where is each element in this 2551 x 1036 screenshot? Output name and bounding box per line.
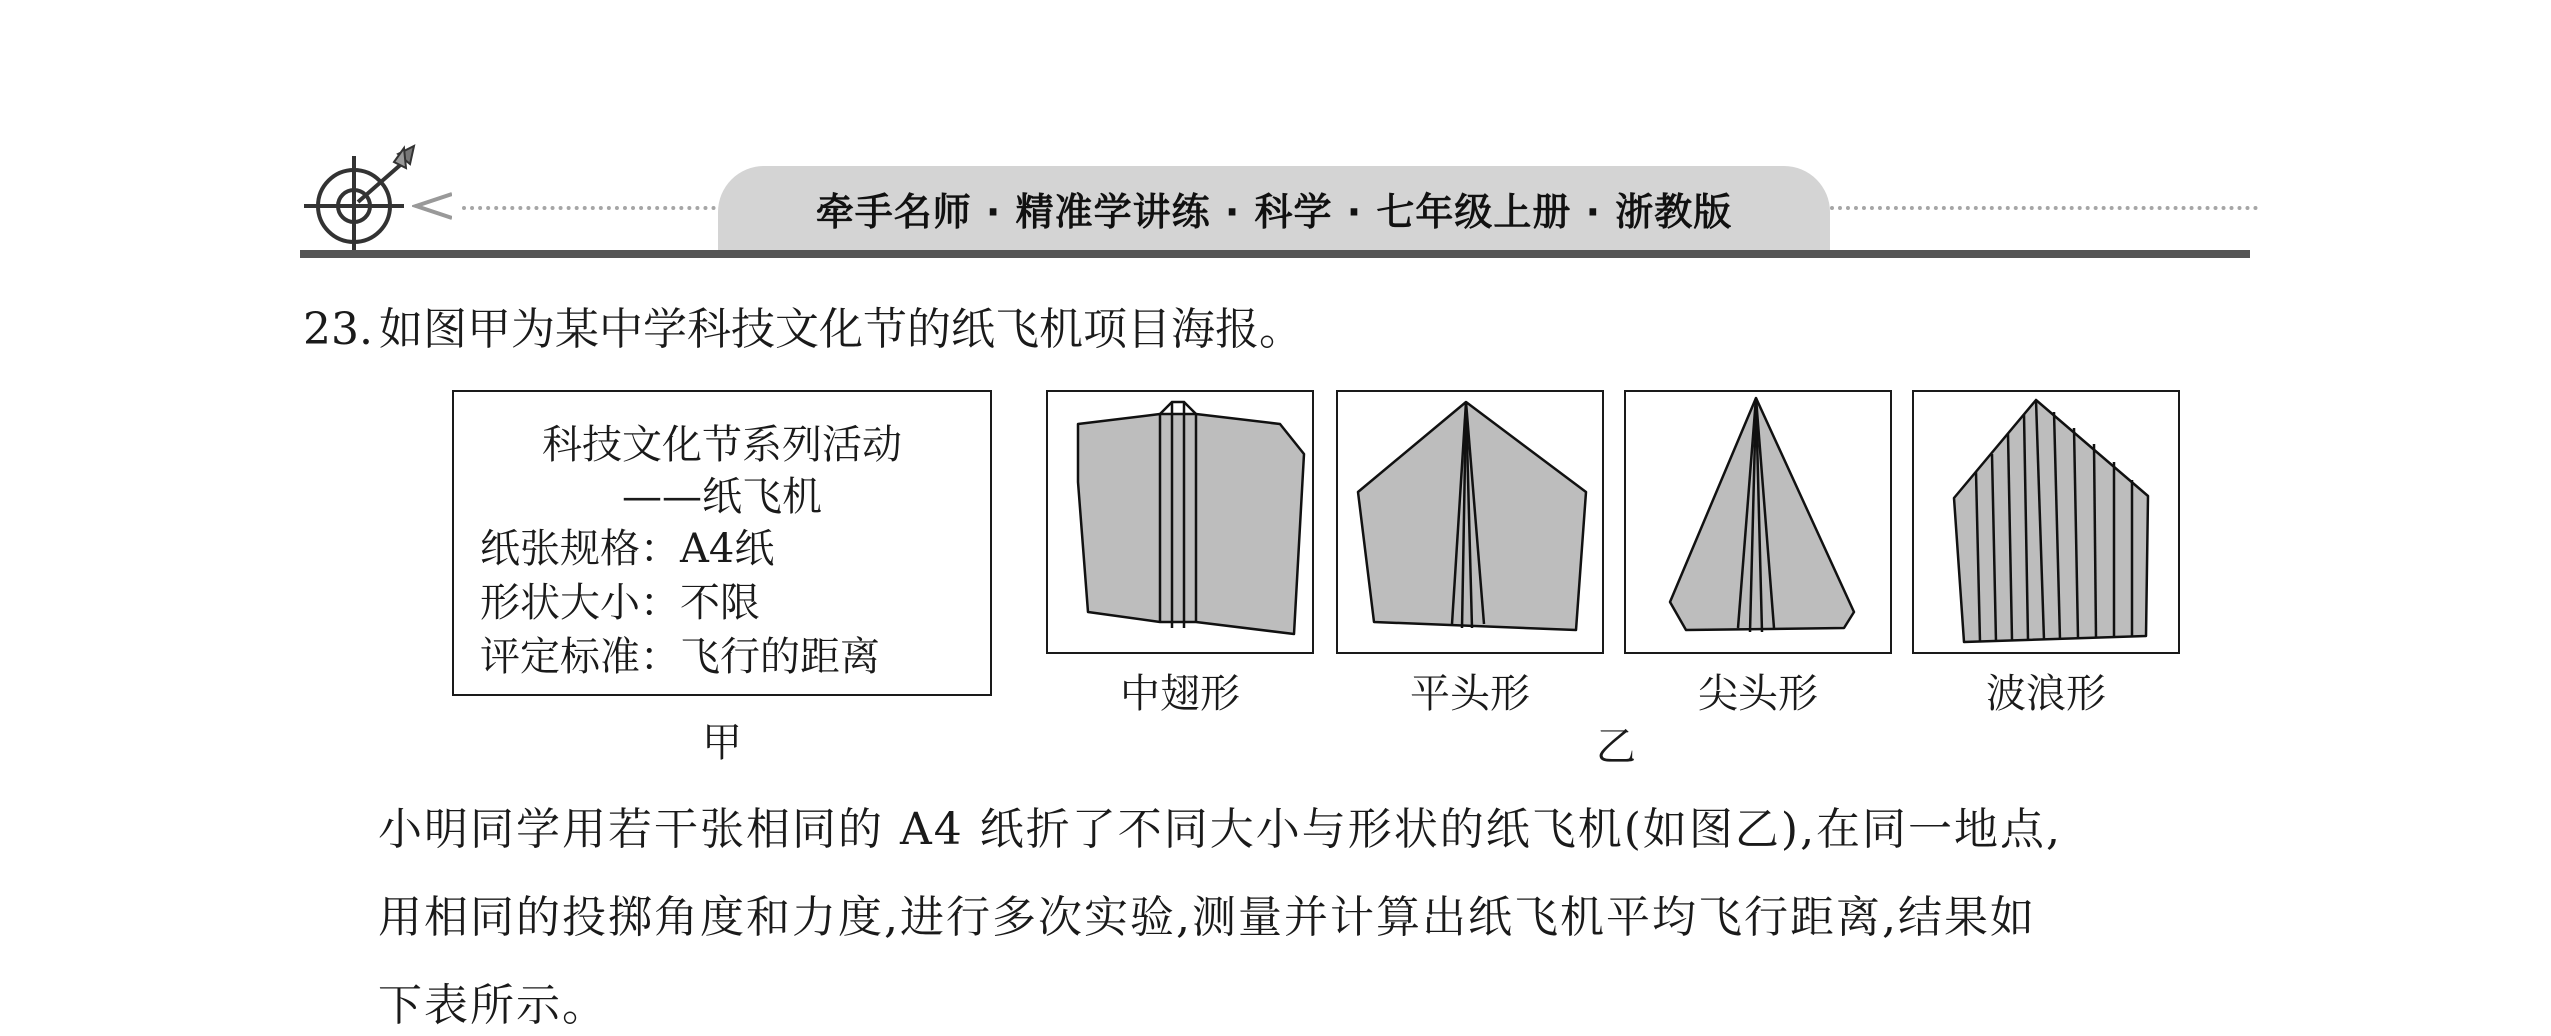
poster-box <box>452 390 992 696</box>
poster-criteria: 评定标准：飞行的距离 <box>480 634 880 680</box>
poster-paper-spec: 纸张规格：A4纸 <box>480 526 775 572</box>
question-stem <box>303 300 1303 360</box>
mid-wing-plane-icon <box>1048 392 1312 652</box>
paragraph-line-1: 小明同学用若干张相同的 A4 纸折了不同大小与形状的纸飞机(如图乙),在同一地点, <box>378 804 2063 855</box>
plane-label-flat-head: 平头形 <box>1410 671 1530 717</box>
pointed-head-plane-icon <box>1626 392 1890 652</box>
flat-head-plane-icon <box>1338 392 1602 652</box>
paragraph-line-2: 用相同的投掷角度和力度,进行多次实验,测量并计算出纸飞机平均飞行距离,结果如 <box>378 892 2036 943</box>
plane-panel-mid-wing <box>1046 390 1314 654</box>
paragraph-line-3: 下表所示。 <box>378 980 608 1031</box>
poster-subtitle: ——纸飞机 <box>622 474 822 520</box>
plane-label-mid-wing: 中翅形 <box>1120 671 1240 717</box>
question-text: 如图甲为某中学科技文化节的纸飞机项目海报。 <box>378 304 1303 355</box>
wave-plane-icon <box>1914 392 2178 652</box>
header-dotted-line-left <box>462 206 740 210</box>
poster-title: 科技文化节系列活动 <box>542 422 902 468</box>
plane-panel-flat-head <box>1336 390 1604 654</box>
header-dotted-line-right <box>1830 206 2258 210</box>
arrow-left-icon <box>412 192 452 220</box>
plane-label-pointed-head: 尖头形 <box>1698 671 1818 717</box>
plane-label-wave: 波浪形 <box>1986 671 2106 717</box>
figure-caption-yi: 乙 <box>1596 724 1636 770</box>
plane-panel-wave <box>1912 390 2180 654</box>
question-number: 23. <box>303 304 373 355</box>
header-rule <box>300 250 2250 258</box>
poster-shape-size: 形状大小：不限 <box>480 580 760 626</box>
target-arrow-icon <box>302 142 422 262</box>
header-title: 牵手名师 · 精准学讲练 · 科学 · 七年级上册 · 浙教版 <box>815 190 1733 234</box>
plane-panel-pointed-head <box>1624 390 1892 654</box>
figure-caption-jia: 甲 <box>702 720 742 766</box>
